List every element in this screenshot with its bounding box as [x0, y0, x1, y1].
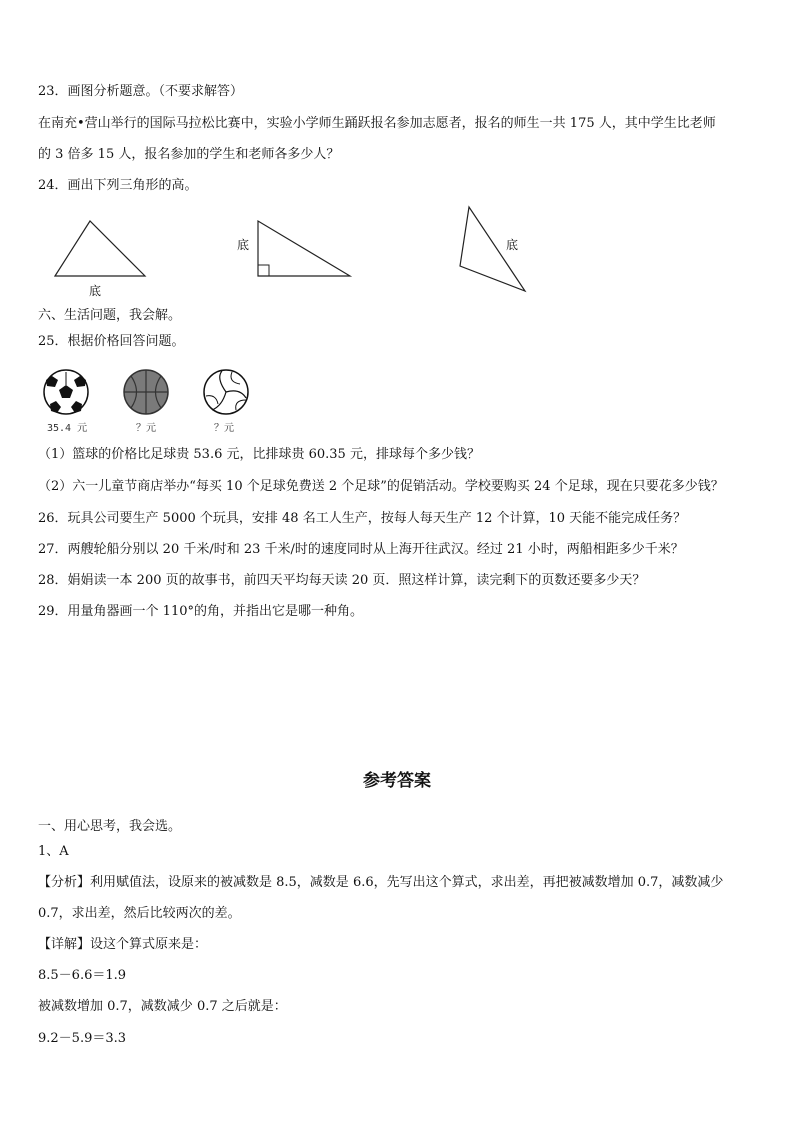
- triangle-3-base-label: 底: [506, 238, 519, 252]
- answers-title: 参考答案: [363, 771, 431, 791]
- answers-section-1: 一、用心思考，我会选。: [38, 819, 182, 834]
- triangle-1-base-label: 底: [89, 284, 102, 298]
- q28-text: 28．娟娟读一本 200 页的故事书，前四天平均每天读 20 页．照这样计算，读完剩下的页数还要多少天？: [38, 573, 646, 588]
- basketball-price-label: ？元: [136, 423, 156, 434]
- answer-1: 1、A: [38, 844, 69, 859]
- soccer-ball-image: [42, 368, 90, 416]
- triangle-2-base-label: 底: [237, 238, 250, 252]
- q23-text-line2: 的 3 倍多 15 人，报名参加的学生和老师各多少人？: [38, 147, 340, 162]
- q25-part1: （1）篮球的价格比足球贵 53.6 元，比排球贵 60.35 元，排球每个多少钱？: [38, 447, 480, 462]
- analysis-line-2: 0.7，求出差，然后比较两次的差。: [38, 906, 241, 921]
- analysis-line-1: 【分析】利用赋值法，设原来的被减数是 8.5，减数是 6.6，先写出这个算式，求出差，再把被减数增加 0.7，减数减少: [38, 875, 724, 890]
- equation-2: 9.2－5.9＝3.3: [38, 1031, 127, 1046]
- triangle-2: [255, 218, 355, 280]
- q27-text: 27．两艘轮船分别以 20 千米/时和 23 千米/时的速度同时从上海开往武汉。经过 21 小时，两船相距多少千米？: [38, 542, 684, 557]
- q26-text: 26．玩具公司要生产 5000 个玩具，安排 48 名工人生产，按每人每天生产 12 个计算，10 天能不能完成任务？: [38, 511, 687, 526]
- text-line-2: 被减数增加 0.7，减数减少 0.7 之后就是：: [38, 999, 287, 1014]
- section-6-heading: 六、生活问题，我会解。: [38, 308, 182, 323]
- q29-text: 29．用量角器画一个 110°的角，并指出它是哪一种角。: [38, 604, 363, 619]
- triangle-1: [50, 218, 150, 280]
- q23-text-line1: 在南充•营山举行的国际马拉松比赛中，实验小学师生踊跃报名参加志愿者，报名的师生一共 175 人，其中学生比老师: [38, 116, 716, 131]
- volleyball-price-label: ？元: [214, 423, 234, 434]
- q25-title: 25．根据价格回答问题。: [38, 334, 185, 349]
- q25-part2: （2）六一儿童节商店举办“每买 10 个足球免费送 2 个足球”的促销活动。学校要购买 24 个足球，现在只要花多少钱？: [38, 479, 724, 494]
- soccer-price-label: 35.4 元: [47, 423, 88, 434]
- equation-1: 8.5－6.6＝1.9: [38, 968, 127, 983]
- detail-line: 【详解】设这个算式原来是：: [38, 937, 208, 952]
- q23-title: 23．画图分析题意。（不要求解答）: [38, 84, 244, 99]
- triangle-3: [455, 204, 535, 296]
- basketball-image: [122, 368, 170, 416]
- volleyball-image: [202, 368, 250, 416]
- q24-title: 24．画出下列三角形的高。: [38, 178, 198, 193]
